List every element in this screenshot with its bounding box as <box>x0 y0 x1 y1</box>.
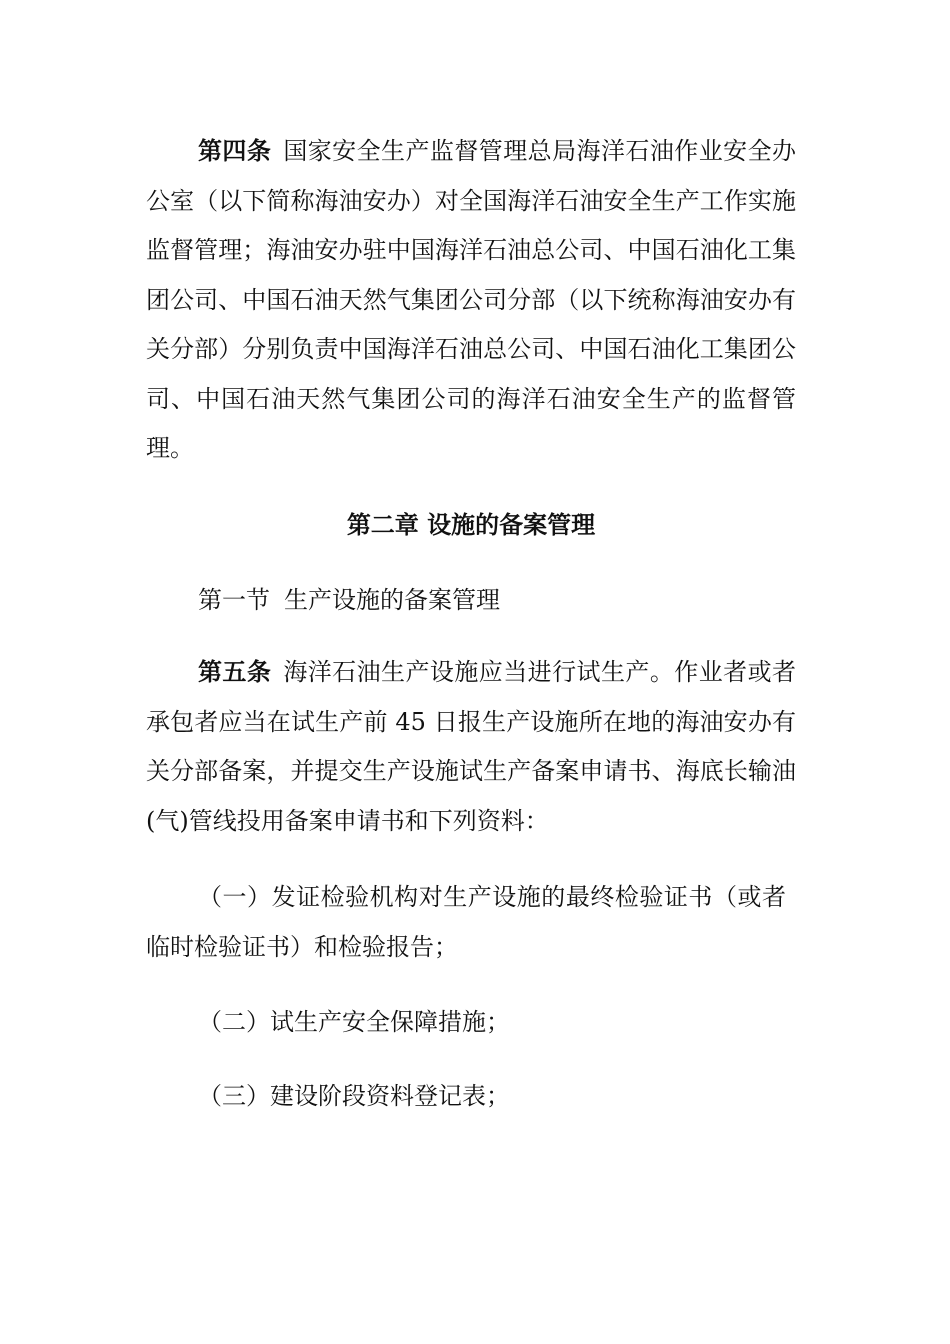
article-4 <box>146 127 796 474</box>
chapter-title: 设施的备案管理 <box>427 511 596 539</box>
article-5-lead: 第五条 <box>198 658 272 686</box>
article-5-text: 海洋石油生产设施应当进行试生产。作业者或者承包者应当在试生产前 45 日报生产设施所在地的海油安办有关分部备案，并提交生产设施试生产备案申请书、海底长输油(气)管线投用备案申请书和下列资料： <box>146 658 797 835</box>
list-item-2: （二）试生产安全保障措施； <box>198 1008 510 1036</box>
chapter-number: 第二章 <box>346 511 419 539</box>
article-5 <box>146 648 796 846</box>
article-4-text: 国家安全生产监督管理总局海洋石油作业安全办公室（以下简称海油安办）对全国海洋石油安全生产工作实施监督管理；海油安办驻中国海洋石油总公司、中国石油化工集团公司、中国石油天然气集团公司分部（以下统称海油安办有关分部）分别负责中国海洋石油总公司、中国石油化工集团公司、中国石油天然气集团公司的海洋石油安全生产的监督管理。 <box>146 137 797 462</box>
list-item-3: （三）建设阶段资料登记表； <box>198 1082 510 1110</box>
list-item-1: （一）发证检验机构对生产设施的最终检验证书（或者临时检验证书）和检验报告； <box>146 883 786 961</box>
article-4-lead: 第四条 <box>198 137 272 165</box>
section-number: 第一节 <box>198 586 270 614</box>
section-heading <box>198 580 500 620</box>
chapter-heading <box>146 505 796 545</box>
section-title: 生产设施的备案管理 <box>284 586 500 614</box>
